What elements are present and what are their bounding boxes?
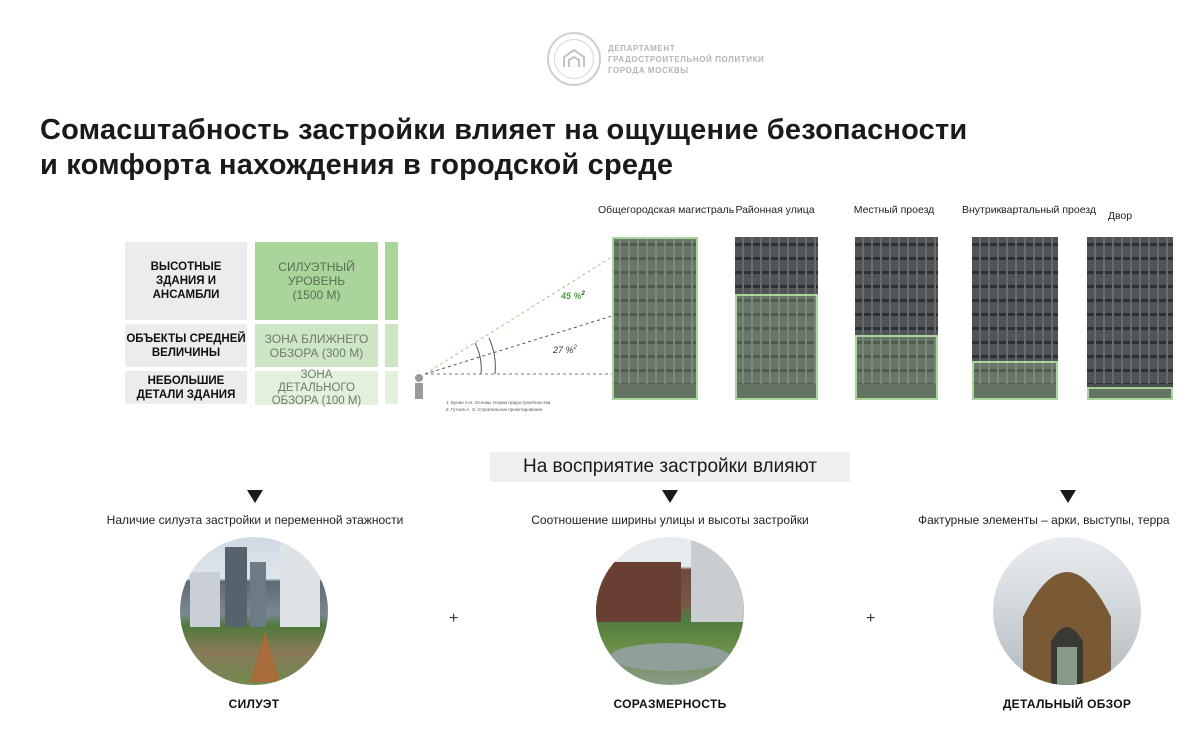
perception-subtitle: На восприятие застройки влияют xyxy=(490,452,850,482)
diagram-footnotes xyxy=(446,399,550,413)
detail-view-photo xyxy=(993,537,1141,685)
plus-sign: + xyxy=(449,610,459,627)
org-line-3: ГОРОДА МОСКВЫ xyxy=(608,66,689,75)
building-facade xyxy=(612,237,698,400)
title-line-2: и комфорта нахождения в городской среде xyxy=(40,149,674,181)
highlight-zone xyxy=(735,294,818,400)
factor-caption: Соотношение ширины улицы и высоты застройки xyxy=(531,513,809,527)
title-line-1: Сомасштабность застройки влияет на ощущение безопасности xyxy=(40,114,968,146)
table-zone-detail-view: ЗОНА ДЕТАЛЬНОГО ОБЗОРА (100 М) xyxy=(255,371,378,405)
table-zone-silhouette: СИЛУЭТНЫЙ УРОВЕНЬ (1500 М) xyxy=(255,242,378,320)
page-title xyxy=(40,113,967,183)
org-line-1: ДЕПАРТАМЕНТ xyxy=(608,44,676,53)
footnote-1: 1. Бунин А.Н. Основы теории градостроительства xyxy=(446,400,551,405)
sightline-diagram xyxy=(405,230,615,420)
highlight-zone xyxy=(612,237,698,400)
table-label-tall-buildings: ВЫСОТНЫЕ ЗДАНИЯ И АНСАМБЛИ xyxy=(125,242,247,320)
person-body-icon xyxy=(415,383,423,399)
table-label-medium-objects: ОБЪЕКТЫ СРЕДНЕЙ ВЕЛИЧИНЫ xyxy=(125,324,247,367)
footnote-2: 2. Гутнов А. Э. Строительное проектирование xyxy=(446,407,543,412)
factor-label-detail: ДЕТАЛЬНЫЙ ОБЗОР xyxy=(1002,697,1132,711)
highlight-zone xyxy=(972,361,1058,400)
highlight-zone xyxy=(1087,387,1173,400)
factor-label-silhouette: СИЛУЭТ xyxy=(228,697,280,711)
angle-label-45: 45 %$^2$ xyxy=(561,291,585,301)
angle-arc-2 xyxy=(489,338,495,374)
organization-name xyxy=(608,43,764,76)
table-zone-near-view: ЗОНА БЛИЖНЕГО ОБЗОРА (300 М) xyxy=(255,324,378,367)
plus-sign: + xyxy=(866,610,876,627)
building-facade xyxy=(1087,237,1173,400)
angle-arc-1 xyxy=(475,343,481,374)
factor-caption: Фактурные элементы – арки, выступы, терра xyxy=(918,513,1170,527)
angle-label-27: 27 %$^2$ xyxy=(553,345,577,355)
silhouette-photo xyxy=(180,537,328,685)
street-type-header: Общегородская магистраль xyxy=(598,204,735,216)
table-color-bar-3 xyxy=(385,371,398,404)
sightline-near xyxy=(425,315,615,374)
street-type-header: Внутриквартальный проезд xyxy=(962,204,1097,216)
proportionality-photo xyxy=(596,537,744,685)
street-type-header: Двор xyxy=(1107,210,1133,222)
table-color-bar-1 xyxy=(385,242,398,320)
building-facade xyxy=(972,237,1058,400)
table-color-bar-2 xyxy=(385,324,398,367)
street-type-header: Районная улица xyxy=(735,204,815,216)
highlight-zone xyxy=(855,335,938,400)
down-triangle-icon xyxy=(662,490,678,503)
org-line-2: ГРАДОСТРОИТЕЛЬНОЙ ПОЛИТИКИ xyxy=(608,55,765,64)
table-label-small-details: НЕБОЛЬШИЕ ДЕТАЛИ ЗДАНИЯ xyxy=(125,371,247,404)
down-triangle-icon xyxy=(247,490,263,503)
building-facade xyxy=(855,237,938,400)
logo-emblem-icon xyxy=(554,39,594,79)
down-triangle-icon xyxy=(1060,490,1076,503)
factor-label-proportionality: СОРАЗМЕРНОСТЬ xyxy=(613,697,727,711)
person-head-icon xyxy=(415,374,423,382)
sightline-silhouette xyxy=(425,255,615,374)
factor-caption: Наличие силуэта застройки и переменной этажности xyxy=(106,513,404,527)
building-facade xyxy=(735,237,818,400)
street-type-header: Местный проезд xyxy=(853,204,935,216)
